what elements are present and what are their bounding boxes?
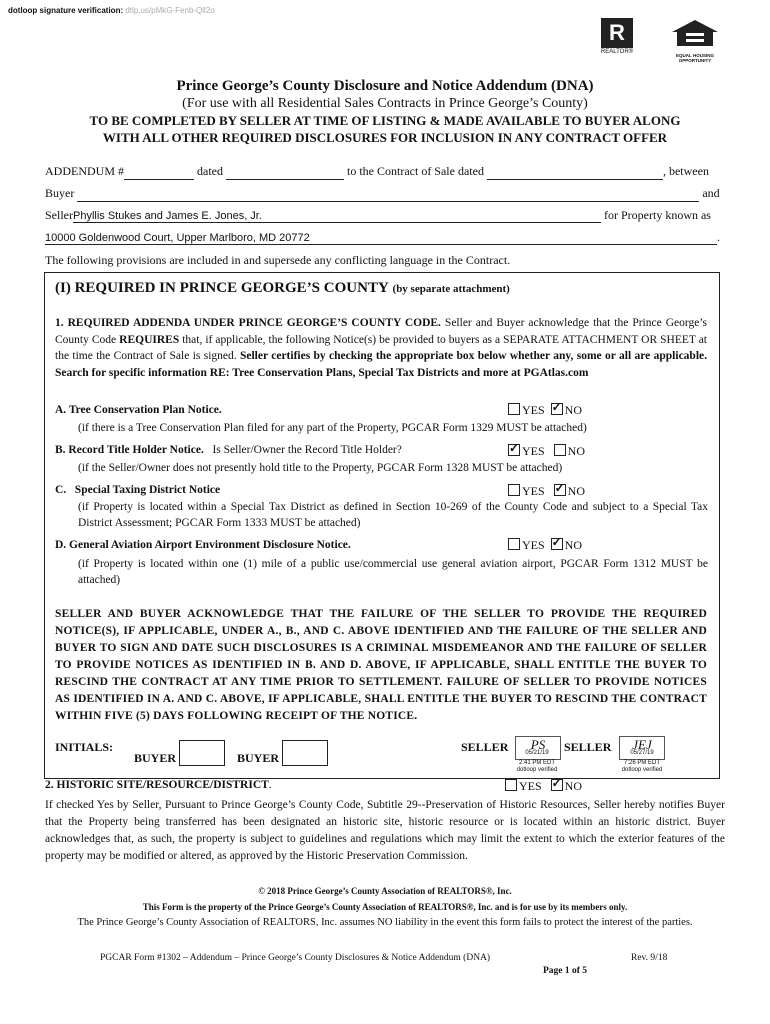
form-title: Prince George’s County Disclosure and Notice Addendum (DNA) bbox=[176, 78, 594, 94]
item-c-yes-checkbox[interactable] bbox=[508, 484, 520, 496]
item-a-yes-label: YES bbox=[522, 403, 545, 417]
item-b-title: B. Record Title Holder Notice. bbox=[55, 444, 204, 456]
historic-yes-label: YES bbox=[519, 779, 542, 793]
footer-liability: The Prince George’s County Association of REALTORS, Inc. assumes NO liability in the event this form fails to protect the interest of the parties. bbox=[77, 917, 693, 928]
buyer-row bbox=[45, 186, 727, 202]
item-c-no-label: NO bbox=[567, 484, 586, 498]
item-b-options bbox=[508, 444, 585, 459]
item-c-note: (if Property is located within a Special Tax District as defined in Section 10-269 of the County Code and subject to a Special Tax District Assessment; PGCAR Form 1333 MUST be attached) bbox=[78, 501, 708, 529]
item-a-title: A. Tree Conservation Plan Notice. bbox=[55, 404, 222, 416]
seller-initials-1-label: SELLER bbox=[461, 740, 509, 754]
required-addenda-paragraph bbox=[55, 315, 707, 381]
footer-revision: Rev. 9/18 bbox=[631, 953, 668, 963]
initials-label: INITIALS: bbox=[55, 740, 114, 754]
contract-label: to the Contract of Sale dated bbox=[347, 164, 484, 178]
verification-link[interactable]: dtlp.us/pMkG-Fenb-Qll2o bbox=[125, 6, 215, 15]
dated-label: dated bbox=[197, 164, 223, 178]
item-d-title: D. General Aviation Airport Environment Disclosure Notice. bbox=[55, 539, 351, 551]
seller-initials-2-label: SELLER bbox=[564, 740, 612, 754]
item-c-no-checkbox[interactable] bbox=[554, 484, 566, 496]
verification-header bbox=[8, 6, 215, 15]
equal-housing-icon bbox=[668, 18, 722, 48]
item-a-options bbox=[508, 403, 582, 418]
item-d-note: (if Property is located within one (1) mile of a public use/commercial use general aviation airport, PGCAR Form 1312 MUST be attached) bbox=[78, 558, 708, 586]
form-instruction-2: WITH ALL OTHER REQUIRED DISCLOSURES FOR INCLUSION IN ANY CONTRACT OFFER bbox=[102, 130, 668, 145]
seller-name-field[interactable]: Phyllis Stukes and James E. Jones, Jr. bbox=[73, 210, 601, 223]
requires-word: REQUIRES bbox=[119, 333, 180, 346]
item-d-no-checkbox[interactable] bbox=[551, 538, 563, 550]
form-subtitle: (For use with all Residential Sales Contracts in Prince George’s County) bbox=[182, 96, 588, 111]
seller-initials-2-time: 7:26 PM EDT bbox=[623, 760, 660, 766]
equal-housing-logo bbox=[668, 18, 722, 63]
seller-initials-2-signature: JEJ bbox=[619, 736, 665, 760]
buyer-initials-1 bbox=[134, 740, 225, 766]
realtor-r-icon: R bbox=[601, 18, 633, 48]
seller-initials-1[interactable] bbox=[512, 732, 562, 774]
item-a-no-checkbox[interactable] bbox=[551, 403, 563, 415]
realtor-logo bbox=[597, 18, 637, 58]
item-a-no-label: NO bbox=[564, 403, 583, 417]
seller-initials-2-date: 05/27/19 bbox=[630, 750, 654, 756]
property-period: . bbox=[717, 230, 720, 244]
addendum-row bbox=[45, 164, 727, 180]
required-addenda-title: 1. REQUIRED ADDENDA UNDER PRINCE GEORGE’S COUNTY CODE. bbox=[55, 317, 441, 329]
historic-no-checkbox[interactable] bbox=[551, 779, 563, 791]
item-c-title: C. Special Taxing District Notice bbox=[55, 484, 221, 496]
form-instruction-1: TO BE COMPLETED BY SELLER AT TIME OF LISTING & MADE AVAILABLE TO BUYER ALONG bbox=[89, 113, 681, 128]
item-a-yes-checkbox[interactable] bbox=[508, 403, 520, 415]
seller-initials-2[interactable] bbox=[615, 732, 669, 774]
seller-initials-1-time: 2:41 PM EDT bbox=[518, 760, 555, 766]
section-required-heading bbox=[55, 280, 510, 297]
historic-heading bbox=[45, 779, 272, 791]
item-b-no-label: NO bbox=[567, 444, 586, 458]
item-b-yes-checkbox[interactable] bbox=[508, 444, 520, 456]
intro-text: The following provisions are included in and supersede any conflicting language in the Contract. bbox=[45, 253, 511, 267]
section-required-subtitle: (by separate attachment) bbox=[392, 283, 510, 295]
seller-initials-2-verified: dotloop verified bbox=[621, 767, 663, 773]
buyer-initials-1-box[interactable] bbox=[179, 740, 225, 766]
buyer-name-field[interactable] bbox=[77, 186, 699, 202]
seller-initials-1-signature: PS bbox=[515, 736, 561, 760]
addendum-date-field[interactable] bbox=[226, 164, 344, 180]
footer-page-number: Page 1 of 5 bbox=[543, 966, 588, 976]
realtor-text: REALTOR® bbox=[600, 49, 634, 55]
and-label: and bbox=[702, 186, 720, 200]
footer-copyright: © 2018 Prince George’s County Association of REALTORS®, Inc. bbox=[258, 886, 512, 896]
item-d-yes-checkbox[interactable] bbox=[508, 538, 520, 550]
item-c-options bbox=[508, 484, 585, 499]
item-c-yes-label: YES bbox=[522, 484, 545, 498]
historic-options bbox=[505, 779, 582, 794]
addendum-number-field[interactable] bbox=[124, 164, 194, 180]
addendum-label: ADDENDUM # bbox=[45, 164, 124, 178]
item-b-question: Is Seller/Owner the Record Title Holder? bbox=[212, 444, 402, 456]
item-d-yes-label: YES bbox=[522, 538, 545, 552]
buyer-initials-2-box[interactable] bbox=[282, 740, 328, 766]
section-required-title: (I) REQUIRED IN PRINCE GEORGE’S COUNTY bbox=[55, 280, 389, 296]
required-addenda-text-2: that, if applicable, the following Notice(s) be provided to buyers as a SEPARATE ATTACHMENT OR SHEET at the time the Contract of Sale is signed. bbox=[55, 333, 708, 362]
seller-certify-text: Seller certifies by checking the appropriate box below whether any, some or all are applicable. Search for specific information RE: Tree Conservation Plans, Special Tax Districts and more at PGAtlas.com bbox=[55, 350, 707, 379]
historic-no-label: NO bbox=[564, 779, 583, 793]
equal-housing-text: EQUAL HOUSING OPPORTUNITY bbox=[676, 53, 714, 63]
required-addenda-text: Seller and Buyer acknowledge that the Prince George’s County Code bbox=[55, 317, 707, 346]
property-label: for Property known as bbox=[604, 208, 711, 222]
verification-label: dotloop signature verification: bbox=[8, 6, 124, 15]
buyer-initials-2-label: BUYER bbox=[237, 751, 280, 765]
between-label: , between bbox=[662, 164, 709, 178]
item-d-options bbox=[508, 538, 582, 553]
historic-title: 2. HISTORIC SITE/RESOURCE/DISTRICT bbox=[45, 779, 269, 791]
property-address-field[interactable]: 10000 Goldenwood Court, Upper Marlboro, MD 20772 bbox=[45, 232, 717, 245]
property-row bbox=[45, 230, 727, 245]
seller-label: Seller bbox=[45, 208, 73, 222]
item-b-yes-label: YES bbox=[522, 444, 545, 458]
historic-paragraph: If checked Yes by Seller, Pursuant to Prince George’s County Code, Subtitle 29--Preservation of Historic Resources, Seller hereby notifies Buyer that the Property being transferred has been designated an historic site, historic resource or is located within an historic district. Buyer acknowledges that, as such, the property is subject to guidelines and regulations which may limit the extent to which the exterior features of the property may be modified or altered, as approved by the Historic Preservation Commission. bbox=[45, 799, 725, 862]
footer-form-name: PGCAR Form #1302 – Addendum – Prince George’s County Disclosures & Notice Addendum (DNA) bbox=[100, 953, 491, 963]
item-b-no-checkbox[interactable] bbox=[554, 444, 566, 456]
item-a-note: (if there is a Tree Conservation Plan filed for any part of the Property, PGCAR Form 1329 MUST be attached) bbox=[78, 422, 587, 434]
buyer-label: Buyer bbox=[45, 186, 75, 200]
item-b-note: (if the Seller/Owner does not presently hold title to the Property, PGCAR Form 1328 MUST be attached) bbox=[78, 462, 563, 474]
buyer-initials-2 bbox=[237, 740, 328, 766]
footer-property-notice: This Form is the property of the Prince George’s County Association of REALTORS®, Inc. and is for use by its members only. bbox=[142, 902, 628, 912]
seller-initials-1-verified: dotloop verified bbox=[516, 767, 558, 773]
failure-warning-paragraph: SELLER AND BUYER ACKNOWLEDGE THAT THE FAILURE OF THE SELLER TO PROVIDE THE REQUIRED NOTICE(S), IF APPLICABLE, UNDER A., B., AND C. ABOVE IDENTIFIED AND THE FAILURE OF THE SELLER AND BUYER TO SIGN AND DATE SUCH DISCLOSURES IS A CRIMINAL MISDEMEANOR AND THE FAILURE OF SELLER TO PROVIDE NOTICES AS IDENTIFIED IN B. AND D. ABOVE, IF APPLICABLE, SHALL ENTITLE THE BUYER TO RESCIND THE CONTRACT AT ANY TIME PRIOR TO SETTLEMENT. FAILURE OF SELLER TO PROVIDE NOTICES AS IDENTIFIED IN A. AND C. ABOVE, IF APPLICABLE, SHALL ENTITLE THE BUYER TO RESCIND THE CONTRACT WITHIN FIVE (5) DAYS FOLLOWING RECEIPT OF THE NOTICE. bbox=[55, 608, 707, 722]
item-d-no-label: NO bbox=[564, 538, 583, 552]
historic-period: . bbox=[268, 779, 272, 791]
seller-row bbox=[45, 208, 727, 223]
item-b-row bbox=[55, 444, 402, 456]
contract-date-field[interactable] bbox=[487, 164, 663, 180]
seller-initials-1-date: 05/21/19 bbox=[525, 750, 549, 756]
historic-yes-checkbox[interactable] bbox=[505, 779, 517, 791]
buyer-initials-1-label: BUYER bbox=[134, 751, 177, 765]
